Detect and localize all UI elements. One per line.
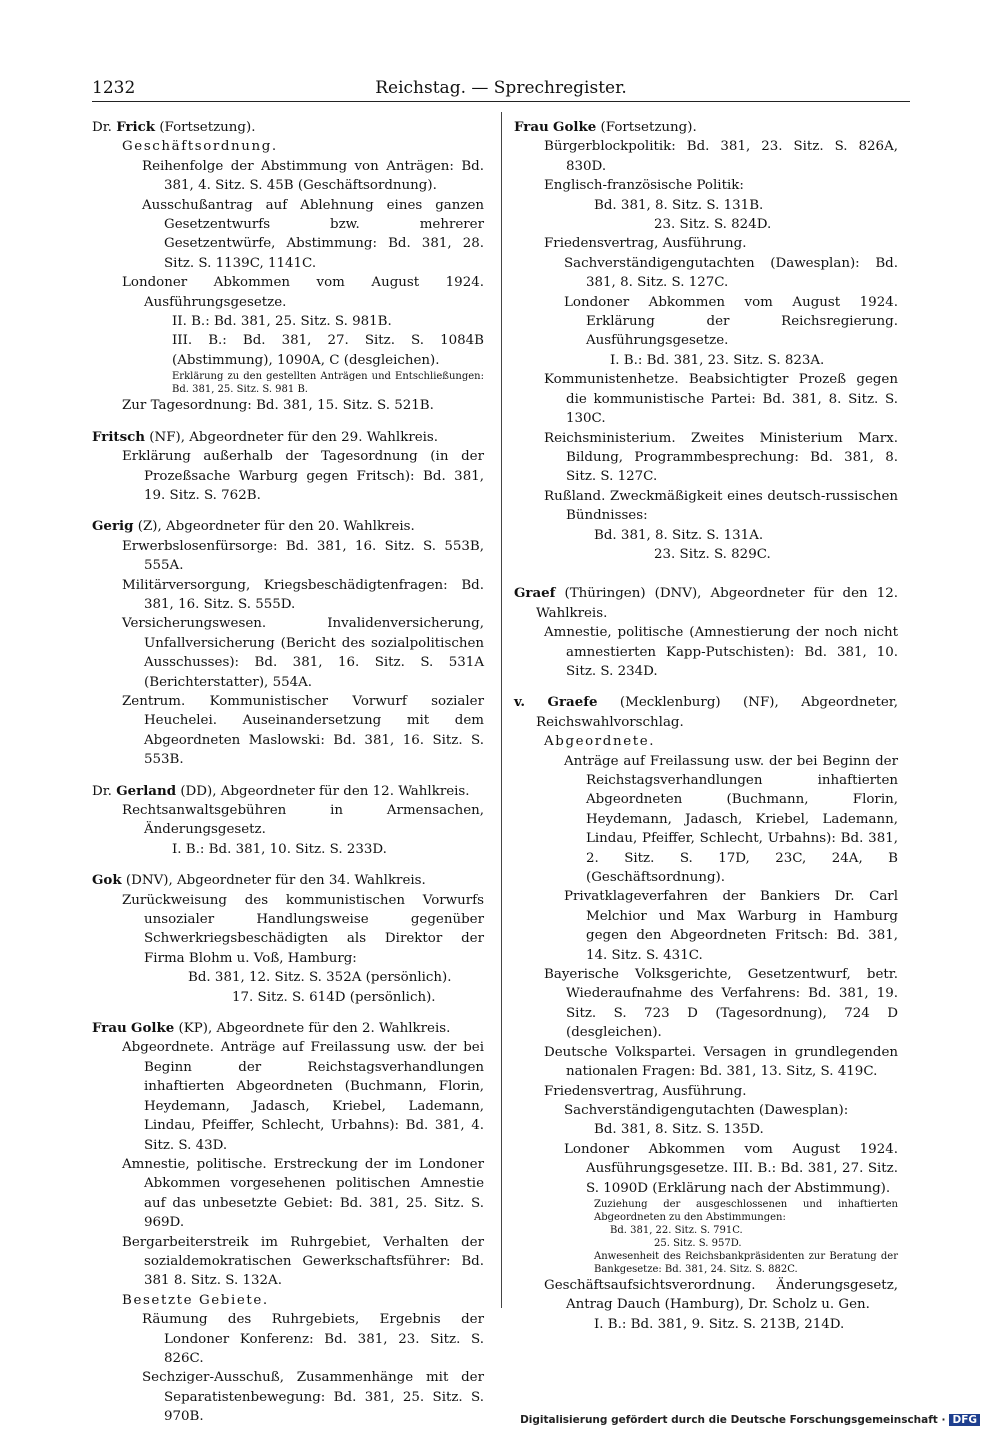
- entry-golke: [92, 1019, 484, 1427]
- topic-line: Geschäftsaufsichtsverordnung. Änderungsgesetz, Antrag Dauch (Hamburg), Dr. Scholz u. Gen.: [544, 1277, 898, 1313]
- topic-line: Londoner Abkommen vom August 1924. Ausführungsgesetze. III. B.: Bd. 381, 27. Sitz. S. 1090D (Erklärung nach der Abstimmung).: [564, 1141, 898, 1196]
- entry-frick: [92, 118, 484, 416]
- entry-head-text: (NF), Abgeordneter für den 29. Wahlkreis.: [149, 429, 439, 445]
- topic-line: 23. Sitz. S. 829C.: [654, 546, 771, 562]
- right-column: [514, 118, 898, 1346]
- footnote: Erklärung zu den gestellten Anträgen und Entschließungen: Bd. 381, 25. Sitz. S. 981 B.: [172, 371, 484, 396]
- name-prefix: Dr.: [92, 120, 112, 135]
- topic-line: Bayerische Volksgerichte, Gesetzentwurf, betr. Wiederaufnahme des Verfahrens: Bd. 381, 19. Sitz. S. 723 D (Tagesordnung), 724 D (desgleichen).: [544, 967, 898, 1041]
- topic-line: 17. Sitz. S. 614D (persönlich).: [232, 989, 436, 1005]
- topic-line: Rußland. Zweckmäßigkeit eines deutsch-russischen Bündnisses:: [544, 488, 898, 524]
- topic-line: Erwerbslosenfürsorge: Bd. 381, 16. Sitz. S. 553B, 555A.: [122, 538, 484, 574]
- name-prefix: v.: [514, 694, 526, 711]
- entry-head-text: (KP), Abgeordnete für den 2. Wahlkreis.: [178, 1021, 451, 1037]
- topic-line: Bd. 381, 8. Sitz. S. 131A.: [594, 527, 764, 543]
- topic-line: II. B.: Bd. 381, 25. Sitz. S. 981B.: [172, 314, 392, 330]
- page-number: 1232: [92, 78, 136, 98]
- topic-line: Sachverständigengutachten (Dawesplan):: [564, 1102, 849, 1118]
- name-prefix: Frau: [514, 119, 549, 135]
- speaker-name: Gok: [92, 872, 122, 889]
- speaker-name: Golke: [553, 119, 597, 135]
- footer-text: Digitalisierung gefördert durch die Deutsche Forschungsgemeinschaft ·: [520, 1414, 946, 1426]
- speaker-name: Fritsch: [92, 428, 146, 445]
- entry-golke-continued: [514, 118, 898, 564]
- topic-line: Militärversorgung, Kriegsbeschädigtenfragen: Bd. 381, 16. Sitz. S. 555D.: [122, 577, 484, 612]
- entry-head: [514, 118, 898, 137]
- speaker-name: Frick: [116, 119, 156, 135]
- topic-line: Anträge auf Freilassung usw. der bei Beginn der Reichstagsverhandlungen inhaftierten Abgeordneten (Buchmann, Florin, Heydemann, Jadasch, Kriebel, Lademann, Lindau, Pfeiffer, Schlecht, Urbahns): Bd. 381, 2. Sitz. S. 17D, 23C, 24A, B (Geschäftsordnung).: [564, 753, 898, 886]
- page-header: [92, 74, 910, 100]
- topic-title: Abgeordnete.: [544, 734, 656, 750]
- entry-head: [92, 1019, 484, 1038]
- topic-line: Abgeordnete. Anträge auf Freilassung usw. der bei Beginn der Reichstagsverhandlungen inhaftierten Abgeordneten (Buchmann, Florin, Heydemann, Jadasch, Kriebel, Lademann, Lindau, Pfeiffer, Schlecht, Urbahns): Bd. 381, 4. Sitz. S. 43D.: [122, 1040, 484, 1153]
- topic-line: Reichsministerium. Zweites Ministerium Marx. Bildung, Programmbesprechung: Bd. 381, 8. Sitz. S. 127C.: [544, 430, 898, 485]
- speaker-name: Golke: [131, 1020, 175, 1037]
- topic-line: Sachverständigengutachten (Dawesplan): Bd. 381, 8. Sitz. S. 127C.: [564, 255, 898, 291]
- topic-title: Londoner Abkommen vom August 1924. Ausführungsgesetze.: [122, 275, 484, 310]
- topic-line: Erklärung außerhalb der Tagesordnung (in der Prozeßsache Warburg gegen Fritsch): Bd. 381, 19. Sitz. S. 762B.: [122, 449, 484, 503]
- dfg-logo: DFG: [949, 1414, 980, 1426]
- column-divider: [501, 112, 502, 1308]
- entry-head: [92, 118, 484, 137]
- topic-line: Zurückweisung des kommunistischen Vorwurfs unsozialer Handlungsweise gegenüber Schwerkriegsbeschädigten als Direktor der Firma Blohm u. Voß, Hamburg:: [122, 892, 484, 966]
- topic-line: Zur Tagesordnung: Bd. 381, 15. Sitz. S. 521B.: [122, 398, 434, 414]
- topic-line: Sechziger-Ausschuß, Zusammenhänge mit der Separatistenbewegung: Bd. 381, 25. Sitz. S. 970B.: [142, 1370, 484, 1425]
- topic-line: Bergarbeiterstreik im Ruhrgebiet, Verhalten der sozialdemokratischen Gewerkschaftsführer: Bd. 381 8. Sitz. S. 132A.: [122, 1234, 484, 1289]
- topic-line: Privatklageverfahren der Bankiers Dr. Carl Melchior und Max Warburg in Hamburg gegen den Abgeordneten Fritsch: Bd. 381, 14. Sitz. S. 431C.: [564, 889, 898, 963]
- entry-head-text: (DD), Abgeordneter für den 12. Wahlkreis.: [180, 783, 470, 799]
- entry-head: [92, 517, 484, 536]
- page-title: Reichstag. — Sprechregister.: [375, 78, 627, 98]
- entry-gok: [92, 871, 484, 1007]
- entry-fritsch: [92, 428, 484, 506]
- entry-head: [92, 871, 484, 890]
- entry-suffix: (Fortsetzung).: [600, 120, 697, 135]
- entry-graefe: [514, 693, 898, 1334]
- topic-line: Kommunistenhetze. Beabsichtigter Prozeß gegen die kommunistische Partei: Bd. 381, 8. Sitz. S. 130C.: [544, 372, 898, 427]
- topic-line: I. B.: Bd. 381, 10. Sitz. S. 233D.: [172, 841, 387, 857]
- topic-line: Bd. 381, 12. Sitz. S. 352A (persönlich).: [188, 970, 452, 986]
- entry-head: [514, 693, 898, 732]
- topic-line: Reihenfolge der Abstimmung von Anträgen: Bd. 381, 4. Sitz. S. 45B (Geschäftsordnung).: [142, 158, 484, 194]
- entry-gerland: [92, 782, 484, 860]
- topic-title: Friedensvertrag, Ausführung.: [544, 236, 747, 252]
- speaker-name: Gerig: [92, 518, 134, 535]
- entry-suffix: (Fortsetzung).: [159, 120, 256, 135]
- topic-line: Bd. 381, 8. Sitz. S. 135D.: [594, 1122, 764, 1138]
- topic-line: Ausschußantrag auf Ablehnung eines ganzen Gesetzentwurfs bzw. mehrerer Gesetzentwürfe, Abstimmung: Bd. 381, 28. Sitz. S. 1139C, 1141C.: [142, 197, 484, 271]
- topic-line: III. B.: Bd. 381, 27. Sitz. S. 1084B (Abstimmung), 1090A, C (desgleichen).: [172, 333, 484, 368]
- topic-line: Amnestie, politische (Amnestierung der noch nicht amnestierten Kapp-Putschisten): Bd. 381, 10. Sitz. S. 234D.: [544, 625, 898, 679]
- entry-graef: [514, 584, 898, 681]
- entry-head-text: (Z), Abgeordneter für den 20. Wahlkreis.: [137, 519, 415, 535]
- header-rule: [92, 101, 910, 102]
- topic-line: Amnestie, politische. Erstreckung der im Londoner Abkommen vorgesehenen politischen Amnestie auf das unbesetzte Gebiet: Bd. 381, 25. Sitz. S. 969D.: [122, 1156, 484, 1231]
- entry-head: [92, 782, 484, 801]
- entry-head: [92, 428, 484, 447]
- topic-line: I. B.: Bd. 381, 9. Sitz. S. 213B, 214D.: [594, 1316, 845, 1332]
- speaker-name: Graefe: [547, 694, 598, 711]
- topic-line: Zentrum. Kommunistischer Vorwurf sozialer Heuchelei. Auseinandersetzung mit dem Abgeordneten Maslowski: Bd. 381, 16. Sitz. S. 553B.: [122, 693, 484, 768]
- entry-head-text: (DNV), Abgeordneter für den 34. Wahlkreis.: [125, 873, 426, 889]
- topic-title: Besetzte Gebiete.: [122, 1292, 269, 1308]
- footnote: Bd. 381, 22. Sitz. S. 791C.: [610, 1224, 743, 1236]
- topic-line: 23. Sitz. S. 824D.: [654, 217, 772, 233]
- footnote: Zuziehung der ausgeschlossenen und inhaftierten Abgeordneten zu den Abstimmungen:: [594, 1198, 898, 1223]
- topic-line: Bd. 381, 8. Sitz. S. 131B.: [594, 197, 764, 213]
- speaker-name: Gerland: [116, 782, 177, 799]
- topic-title: Friedensvertrag, Ausführung.: [544, 1083, 747, 1099]
- topic-line: Rechtsanwaltsgebühren in Armensachen, Änderungsgesetz.: [122, 803, 484, 838]
- footnote: Anwesenheit des Reichsbankpräsidenten zur Beratung der Bankgesetze: Bd. 381, 24. Sitz. S. 882C.: [594, 1250, 898, 1275]
- topic-line: Bürgerblockpolitik: Bd. 381, 23. Sitz. S. 826A, 830D.: [544, 139, 898, 174]
- topic-line: Versicherungswesen. Invalidenversicherung, Unfallversicherung (Bericht des sozialpolitischen Ausschusses): Bd. 381, 16. Sitz. S. 531A (Berichterstatter), 554A.: [122, 616, 484, 690]
- name-prefix: Frau: [92, 1020, 127, 1037]
- entry-gerig: [92, 517, 484, 769]
- topic-line: Räumung des Ruhrgebiets, Ergebnis der Londoner Konferenz: Bd. 381, 23. Sitz. S. 826C.: [142, 1312, 484, 1366]
- footer-credit: [520, 1414, 980, 1426]
- left-column: [92, 118, 484, 1439]
- footnote: 25. Sitz. S. 957D.: [654, 1237, 742, 1249]
- speaker-name: Graef: [514, 585, 556, 602]
- topic-line: Deutsche Volkspartei. Versagen in grundlegenden nationalen Fragen: Bd. 381, 13. Sitz, S. 419C.: [544, 1044, 898, 1080]
- entry-head-text: (Mecklenburg) (NF), Abgeordneter, Reichswahlvorschlag.: [536, 695, 898, 730]
- entry-head-text: (Thüringen) (DNV), Abgeordneter für den 12. Wahlkreis.: [536, 586, 898, 621]
- topic-line: Englisch-französische Politik:: [544, 178, 744, 194]
- topic-line: I. B.: Bd. 381, 23. Sitz. S. 823A.: [610, 352, 825, 368]
- topic-line: Londoner Abkommen vom August 1924. Erklärung der Reichsregierung. Ausführungsgesetze.: [564, 294, 898, 349]
- entry-head: [514, 584, 898, 623]
- topic-title: Geschäftsordnung.: [122, 139, 278, 155]
- name-prefix: Dr.: [92, 783, 112, 799]
